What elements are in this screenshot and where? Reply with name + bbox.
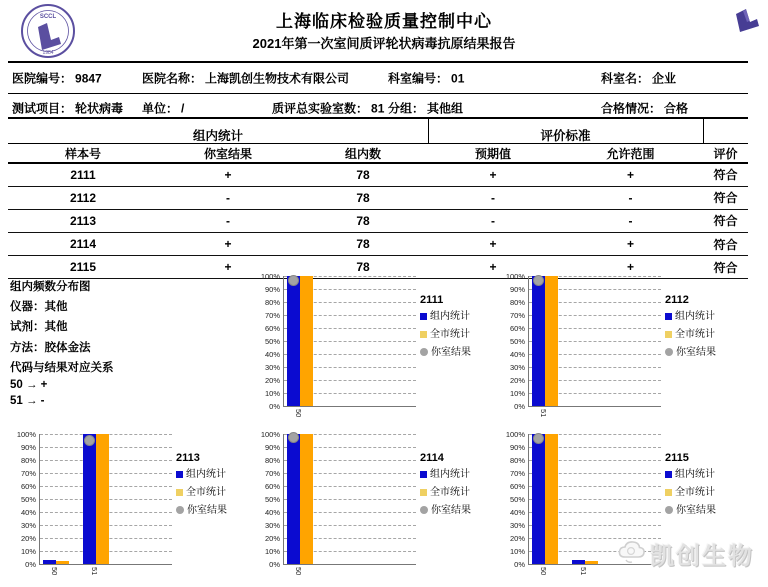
plot-area <box>528 276 661 418</box>
city-bar-50 <box>545 434 558 564</box>
y-axis-tick: 80% <box>264 455 280 465</box>
table-cell: 78 <box>356 237 370 252</box>
legend-item <box>420 466 478 484</box>
chart-title: 2114 <box>420 452 444 464</box>
table-cell: 符合 <box>713 214 738 229</box>
table-cell: - <box>628 213 633 228</box>
legend-label: 你室结果 <box>187 505 227 516</box>
chart-2111 <box>256 270 478 428</box>
table-cell: + <box>224 260 232 275</box>
legend-item <box>665 484 723 502</box>
y-axis-tick: 60% <box>509 481 525 491</box>
info-label: 测试项目： <box>12 101 73 116</box>
info-field <box>272 100 384 117</box>
city-bar-51 <box>585 561 598 564</box>
chart-title: 2111 <box>420 294 444 306</box>
y-axis-tick: 100% <box>16 429 36 439</box>
column-header: 评价 <box>713 147 738 161</box>
info-value: 9847 <box>75 71 102 86</box>
y-axis-tick: 40% <box>509 507 525 517</box>
notes-line: 方法：胶体金法 <box>10 341 91 354</box>
x-axis-label: 51 <box>579 567 588 576</box>
y-axis-tick: 80% <box>264 297 280 307</box>
y-axis-tick: 70% <box>509 468 525 478</box>
y-axis-tick: 100% <box>260 429 280 439</box>
group-bar-51 <box>532 276 545 406</box>
info-field <box>142 70 349 87</box>
info-field <box>601 100 688 117</box>
group-bar-50 <box>287 276 300 406</box>
group-stat-marker-icon <box>665 313 672 320</box>
legend-label: 全市统计 <box>675 329 715 340</box>
notes-title: 组内频数分布图 <box>10 281 91 293</box>
info-label: 科室名： <box>601 71 650 86</box>
info-field <box>142 100 184 117</box>
table-cell: - <box>491 213 495 228</box>
y-axis-tick: 70% <box>264 310 280 320</box>
y-axis-tick: 100% <box>505 271 525 281</box>
legend-label: 组内统计 <box>430 469 470 480</box>
city-bar-50 <box>56 561 69 564</box>
info-label: 科室编号： <box>388 71 449 86</box>
legend-item <box>420 502 478 520</box>
chart-legend <box>665 452 723 520</box>
your-result-marker-icon <box>176 506 184 514</box>
y-axis-tick: 100% <box>505 429 525 439</box>
city-bar-50 <box>300 276 313 406</box>
y-axis-tick: 20% <box>20 533 36 543</box>
table-cell: + <box>489 237 497 252</box>
y-axis-tick: 20% <box>264 375 280 385</box>
table-cell: + <box>626 237 634 252</box>
group-header-right: 评价标准 <box>540 129 591 143</box>
y-axis-tick: 70% <box>264 468 280 478</box>
table-cell: - <box>226 213 230 228</box>
your-result-marker-icon <box>665 506 673 514</box>
legend-label: 组内统计 <box>430 311 470 322</box>
your-result-dot <box>84 435 95 446</box>
y-axis-tick: 0% <box>514 559 525 569</box>
notes-line: 51 → - <box>10 395 45 408</box>
group-stat-marker-icon <box>176 471 183 478</box>
plot-area <box>39 434 172 576</box>
info-value: 81 <box>371 101 385 116</box>
table-cell: - <box>491 190 495 205</box>
legend-item <box>176 484 234 502</box>
legend-label: 你室结果 <box>431 505 471 516</box>
table-cell: + <box>626 260 634 275</box>
y-axis-tick: 40% <box>509 349 525 359</box>
legend-item <box>665 502 723 520</box>
y-axis-tick: 30% <box>264 362 280 372</box>
y-axis-tick: 40% <box>20 507 36 517</box>
table-cell: 78 <box>356 167 370 182</box>
city-stat-marker-icon <box>665 331 672 338</box>
y-axis-tick: 40% <box>264 349 280 359</box>
group-stat-marker-icon <box>420 313 427 320</box>
table-cell: 78 <box>356 213 370 228</box>
y-axis-tick: 90% <box>509 284 525 294</box>
table-row <box>8 164 748 187</box>
your-result-marker-icon <box>420 348 428 356</box>
y-axis-tick: 100% <box>260 271 280 281</box>
group-stat-marker-icon <box>420 471 427 478</box>
y-axis-tick: 90% <box>20 442 36 452</box>
y-axis-tick: 60% <box>264 323 280 333</box>
column-header: 你室结果 <box>203 147 252 161</box>
notes-line: 50 → + <box>10 378 48 391</box>
plot-area <box>283 434 416 576</box>
x-axis-label: 50 <box>539 567 548 576</box>
group-bar-51 <box>83 434 96 564</box>
city-stat-marker-icon <box>420 331 427 338</box>
legend-label: 组内统计 <box>186 469 226 480</box>
table-column-headers <box>8 144 748 163</box>
x-axis-label: 50 <box>294 567 303 576</box>
group-header-left: 组内统计 <box>192 129 243 143</box>
chart-title: 2112 <box>665 294 689 306</box>
table-row <box>8 210 748 233</box>
y-axis-tick: 80% <box>20 455 36 465</box>
info-label: 医院编号： <box>12 71 73 86</box>
report-subtitle: 2021年第一次室间质评轮状病毒抗原结果报告 <box>252 36 516 51</box>
info-field <box>388 100 463 117</box>
legend-item <box>420 308 478 326</box>
city-bar-51 <box>545 276 558 406</box>
notes-block <box>10 278 114 411</box>
info-field <box>601 70 676 87</box>
info-label: 医院名称： <box>142 71 203 86</box>
group-stat-marker-icon <box>665 471 672 478</box>
table-cell: 78 <box>356 190 370 205</box>
legend-label: 组内统计 <box>675 311 715 322</box>
legend-label: 全市统计 <box>430 487 470 498</box>
city-stat-marker-icon <box>665 489 672 496</box>
svg-text:1984: 1984 <box>42 50 54 56</box>
legend-item <box>420 344 478 362</box>
y-axis-tick: 60% <box>509 323 525 333</box>
legend-label: 全市统计 <box>675 487 715 498</box>
watermark-text: 凯创生物 <box>650 543 754 570</box>
y-axis-tick: 30% <box>20 520 36 530</box>
plot-area <box>283 276 416 418</box>
y-axis-tick: 30% <box>509 362 525 372</box>
info-field <box>388 70 464 87</box>
y-axis-tick: 30% <box>509 520 525 530</box>
y-axis-tick: 0% <box>514 401 525 411</box>
x-axis-label: 50 <box>50 567 59 576</box>
table-cell: 符合 <box>713 237 738 252</box>
table-cell: 2112 <box>69 190 97 205</box>
table-cell: 符合 <box>713 168 738 183</box>
results-table <box>8 164 748 280</box>
table-cell: 符合 <box>713 191 738 206</box>
legend-item <box>420 484 478 502</box>
legend-label: 全市统计 <box>430 329 470 340</box>
legend-label: 你室结果 <box>431 347 471 358</box>
legend-item <box>176 466 234 484</box>
legend-label: 你室结果 <box>676 347 716 358</box>
legend-item <box>665 326 723 344</box>
chart-legend <box>665 294 723 362</box>
group-bar-50 <box>532 434 545 564</box>
chart-2113 <box>12 428 234 586</box>
info-label: 分组： <box>388 101 425 116</box>
legend-label: 你室结果 <box>676 505 716 516</box>
city-bar-51 <box>96 434 109 564</box>
svg-text:SCCL: SCCL <box>39 14 57 20</box>
chart-legend <box>420 452 478 520</box>
info-value: 合格 <box>664 101 689 116</box>
y-axis-tick: 20% <box>264 533 280 543</box>
y-axis-tick: 80% <box>509 455 525 465</box>
chart-2114 <box>256 428 478 586</box>
y-axis-tick: 20% <box>509 375 525 385</box>
info-value: 上海凯创生物技术有限公司 <box>205 71 350 86</box>
legend-item <box>665 308 723 326</box>
group-bar-50 <box>43 560 56 564</box>
group-bar-51 <box>572 560 585 564</box>
city-stat-marker-icon <box>176 489 183 496</box>
info-row-2 <box>8 93 748 123</box>
notes-line: 试剂：其他 <box>10 321 68 334</box>
divider <box>428 119 429 144</box>
y-axis-tick: 30% <box>264 520 280 530</box>
table-cell: 符合 <box>713 260 738 275</box>
y-axis-tick: 0% <box>269 559 280 569</box>
table-row <box>8 187 748 210</box>
legend-item <box>665 344 723 362</box>
y-axis-tick: 90% <box>509 442 525 452</box>
y-axis-tick: 50% <box>509 494 525 504</box>
info-label: 单位： <box>142 101 179 116</box>
table-cell: + <box>626 167 634 182</box>
your-result-dot <box>288 432 299 443</box>
y-axis-tick: 90% <box>264 442 280 452</box>
y-axis-tick: 10% <box>264 388 280 398</box>
info-value: 轮状病毒 <box>75 101 124 116</box>
y-axis-tick: 80% <box>509 297 525 307</box>
info-value: 01 <box>451 71 465 86</box>
info-field <box>12 100 123 117</box>
chart-legend <box>420 294 478 362</box>
info-value: 其他组 <box>427 101 464 116</box>
y-axis-tick: 0% <box>25 559 36 569</box>
x-axis-label: 50 <box>294 409 303 418</box>
y-axis-tick: 60% <box>264 481 280 491</box>
y-axis-tick: 10% <box>264 546 280 556</box>
info-value: / <box>181 101 185 116</box>
column-header: 允许范围 <box>606 147 655 161</box>
y-axis-tick: 10% <box>509 546 525 556</box>
your-result-marker-icon <box>665 348 673 356</box>
info-label: 合格情况： <box>601 101 662 116</box>
info-row-1 <box>8 63 748 93</box>
notes-line: 仪器：其他 <box>10 301 68 314</box>
table-cell: - <box>226 190 230 205</box>
city-bar-50 <box>300 434 313 564</box>
info-label: 质评总实验室数： <box>272 101 369 116</box>
table-cell: + <box>224 237 232 252</box>
group-bar-50 <box>287 434 300 564</box>
y-axis-tick: 20% <box>509 533 525 543</box>
info-field <box>12 70 102 87</box>
table-cell: - <box>628 190 633 205</box>
y-axis-tick: 50% <box>20 494 36 504</box>
table-cell: + <box>489 260 497 275</box>
y-axis-tick: 70% <box>509 310 525 320</box>
column-header: 组内数 <box>344 147 381 161</box>
your-result-marker-icon <box>420 506 428 514</box>
legend-item <box>420 326 478 344</box>
cloud-scribble-icon <box>616 536 650 571</box>
y-axis-tick: 50% <box>509 336 525 346</box>
table-cell: 78 <box>356 260 370 275</box>
chart-title: 2113 <box>176 452 200 464</box>
table-cell: + <box>224 167 232 182</box>
chart-2112 <box>501 270 723 428</box>
legend-item <box>665 466 723 484</box>
city-stat-marker-icon <box>420 489 427 496</box>
y-axis-tick: 60% <box>20 481 36 491</box>
watermark <box>616 536 754 571</box>
table-cell: 2114 <box>69 237 97 252</box>
table-row <box>8 233 748 256</box>
table-cell: 2111 <box>70 167 96 182</box>
table-cell: 2113 <box>69 213 97 228</box>
y-axis-tick: 0% <box>269 401 280 411</box>
y-axis-tick: 90% <box>264 284 280 294</box>
legend-label: 组内统计 <box>675 469 715 480</box>
y-axis-tick: 40% <box>264 507 280 517</box>
page-title: 上海临床检验质量控制中心 <box>276 12 492 31</box>
legend-item <box>176 502 234 520</box>
table-cell: 2115 <box>69 260 97 275</box>
column-header: 预期值 <box>474 147 511 161</box>
chart-legend <box>176 452 234 520</box>
table-cell: + <box>489 167 497 182</box>
info-value: 企业 <box>652 71 677 86</box>
y-axis-tick: 50% <box>264 494 280 504</box>
y-axis-tick: 50% <box>264 336 280 346</box>
y-axis-tick: 10% <box>20 546 36 556</box>
x-axis-label: 51 <box>90 567 99 576</box>
x-axis-label: 51 <box>539 409 548 418</box>
y-axis-tick: 70% <box>20 468 36 478</box>
legend-label: 全市统计 <box>186 487 226 498</box>
chart-title: 2115 <box>665 452 689 464</box>
column-header: 样本号 <box>64 147 101 161</box>
divider <box>703 119 704 144</box>
y-axis-tick: 10% <box>509 388 525 398</box>
notes-line: 代码与结果对应关系 <box>10 361 114 374</box>
